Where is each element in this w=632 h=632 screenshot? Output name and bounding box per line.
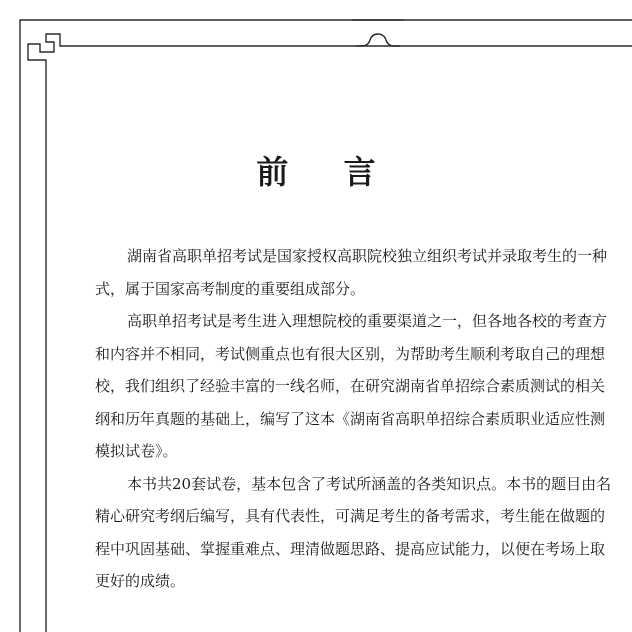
text-line: 更好的成绩。 <box>95 572 186 590</box>
preface-body <box>95 240 632 598</box>
text-line: 校，我们组织了经验丰富的一线名师，在研究湖南省单招综合素质测试的相关 <box>95 377 606 395</box>
text-line: 程中巩固基础、掌握重难点、理清做题思路、提高应试能力，以便在考场上取 <box>95 539 606 558</box>
page-title: 前 言 <box>256 153 398 191</box>
text-line: 精心研究考纲后编写，具有代表性，可满足考生的备考需求，考生能在做题的 <box>95 507 606 525</box>
text-line: 式，属于国家高考制度的重要组成部分。 <box>95 279 366 298</box>
text-line: 本书共20套试卷，基本包含了考试所涵盖的各类知识点。本书的题目由名 <box>127 474 612 493</box>
text-line: 和内容并不相同，考试侧重点也有很大区别，为帮助考生顺利考取自己的理想 <box>95 344 606 363</box>
text-line: 模拟试卷》。 <box>95 442 178 460</box>
text-line: 湖南省高职单招考试是国家授权高职院校独立组织考试并录取考生的一种 <box>127 247 608 265</box>
text-line: 纲和历年真题的基础上，编写了这本《湖南省高职单招综合素质职业适应性测 <box>95 409 606 428</box>
text-line: 高职单招考试是考生进入理想院校的重要渠道之一，但各地各校的考查方 <box>127 312 608 330</box>
